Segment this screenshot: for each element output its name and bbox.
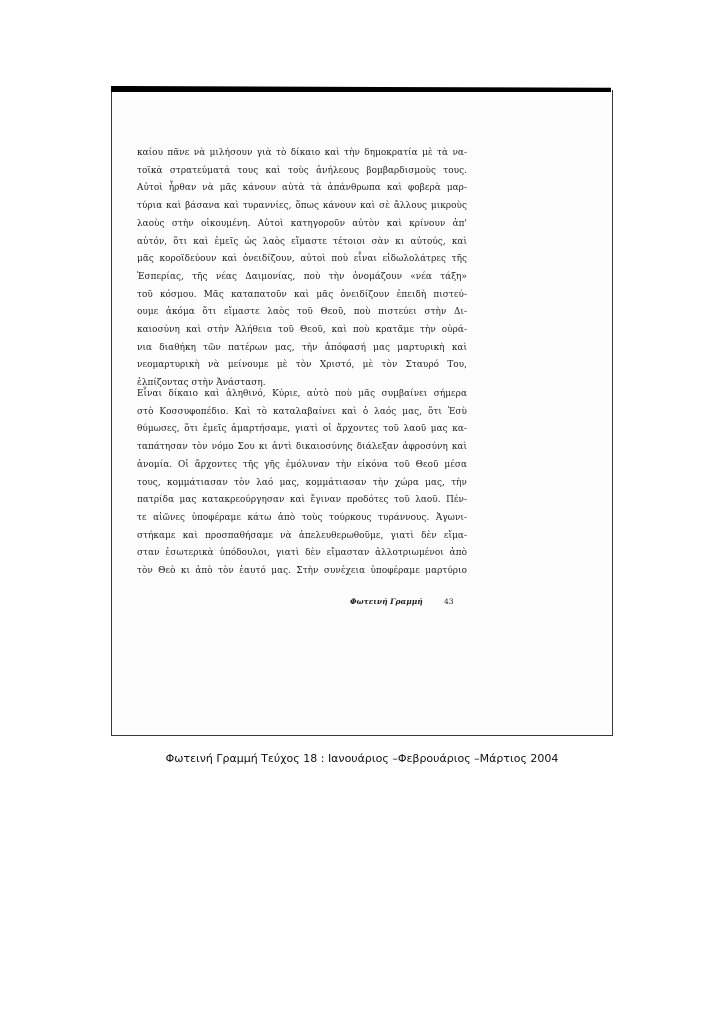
text-line: Αὐτοὶ ἦρθαν νὰ μᾶς κάνουν αὐτὰ τὰ ἀπάνθρωπα καὶ φοβερὰ μαρ- — [137, 183, 467, 194]
text-line: τὸν Θεὸ κι ἀπὸ τὸν ἑαυτό μας. Στὴν συνέχεια ὑποφέραμε μαρτύριο — [137, 566, 467, 577]
text-line: θύμωσες, ὅτι ἐμεῖς ἁμαρτήσαμε, γιατὶ οἱ ἄρχοντες τοῦ λαοῦ μας κα- — [137, 424, 467, 435]
text-line: τους, κομμάτιασαν τὸν λαό μας, κομμάτιασαν τὴν χώρα μας, τὴν — [137, 477, 467, 488]
text-line: σταν ἐσωτερικὰ ὑπόδουλοι, γιατὶ δὲν εἴμασταν ἀλλοτριωμένοι ἀπὸ — [137, 548, 467, 559]
text-line: ουμε ἀκόμα ὅτι εἴμαστε λαὸς τοῦ Θεοῦ, ποὺ πιστεύει στὴν Δι- — [137, 307, 467, 318]
text-line: τύρια καὶ βάσανα καὶ τυραννίες, ὅπως κάνουν καὶ σὲ ἄλλους μικροὺς — [137, 201, 467, 212]
page-number: 43 — [444, 597, 454, 606]
text-line: τοῦ κόσμου. Μᾶς καταπατοῦν καὶ μᾶς ὀνειδίζουν ἐπειδὴ πιστεύ- — [137, 289, 467, 300]
text-line: στήκαμε καὶ προσπαθήσαμε νὰ ἀπελευθερωθοῦμε, γιατὶ δὲν εἴμα- — [137, 530, 467, 541]
text-line: ταπάτησαν τὸν νόμο Σου κι ἀντὶ δικαιοσύνης διάλεξαν ἀφροσύνη καὶ — [137, 442, 467, 453]
text-line: Ἑσπερίας, τῆς νέας Δαιμονίας, ποὺ τὴν ὀνομάζουν «νέα τάξη» — [137, 271, 467, 282]
text-line: τε αἰῶνες ὑποφέραμε κάτω ἀπὸ τοὺς τούρκους τυράννους. Ἀγωνι- — [137, 512, 467, 523]
text-line: αὐτόν, ὅτι καὶ ἐμεῖς ὡς λαὸς εἴμαστε τέτοιοι σὰν κι αὐτούς, καὶ — [137, 236, 467, 247]
footer-brand: Φωτεινή Γραμμή — [350, 597, 423, 606]
paragraph-1 — [137, 145, 467, 393]
issue-caption: Φωτεινή Γραμμή Τεύχος 18 : Ιανουάριος –Φεβρουάριος –Μάρτιος 2004 — [165, 752, 559, 765]
text-line: λαοὺς στὴν οἰκουμένη. Αὐτοὶ κατηγοροῦν αὐτὸν καὶ κρίνουν ἀπ' — [137, 218, 467, 229]
scan-edge-artifact — [111, 86, 611, 92]
text-line: μᾶς κοροϊδεύουν καὶ ὀνειδίζουν, αὐτοὶ ποὺ εἶναι εἰδωλολάτρες τῆς — [137, 254, 467, 265]
text-line: ἐλπίζοντας στὴν Ἀνάσταση. — [137, 378, 266, 389]
text-line: Εἶναι δίκαιο καὶ ἀληθινό, Κύριε, αὐτὸ ποὺ μᾶς συμβαίνει σήμερα — [137, 389, 467, 399]
text-line: νια διαθήκη τῶν πατέρων μας, τὴν ἀπόφασή μας μαρτυρικὴ καὶ — [137, 342, 467, 353]
text-line: ἀνομία. Οἱ ἄρχοντες τῆς γῆς ἐμόλυναν τὴν εἰκόνα τοῦ Θεοῦ μέσα — [137, 459, 467, 470]
text-line: νεομαρτυρικὴ νὰ μείνουμε μὲ τὸν Χριστό, μὲ τὸν Σταυρό Του, — [137, 360, 467, 371]
text-line: πατρίδα μας κατακρεούργησαν καὶ ἔγιναν προδότες τοῦ λαοῦ. Πέν- — [137, 495, 467, 506]
paragraph-2 — [137, 386, 467, 581]
text-line: καίου πᾶνε νὰ μιλήσουν γιὰ τὸ δίκαιο καὶ τὴν δημοκρατία μὲ τὰ να- — [137, 148, 467, 158]
text-line: καιοσύνη καὶ στὴν Ἀλήθεια τοῦ Θεοῦ, καὶ ποὺ κρατᾶμε τὴν οὐρά- — [137, 325, 467, 336]
text-line: τοϊκὰ στρατεύματά τους καὶ τοὺς ἀνήλεους βομβαρδισμοὺς τους. — [137, 165, 467, 176]
text-line: στὸ Κοσσυφοπέδιο. Καὶ τὸ καταλαβαίνει καὶ ὁ λαός μας, ὅτι Ἐσὺ — [137, 406, 467, 417]
